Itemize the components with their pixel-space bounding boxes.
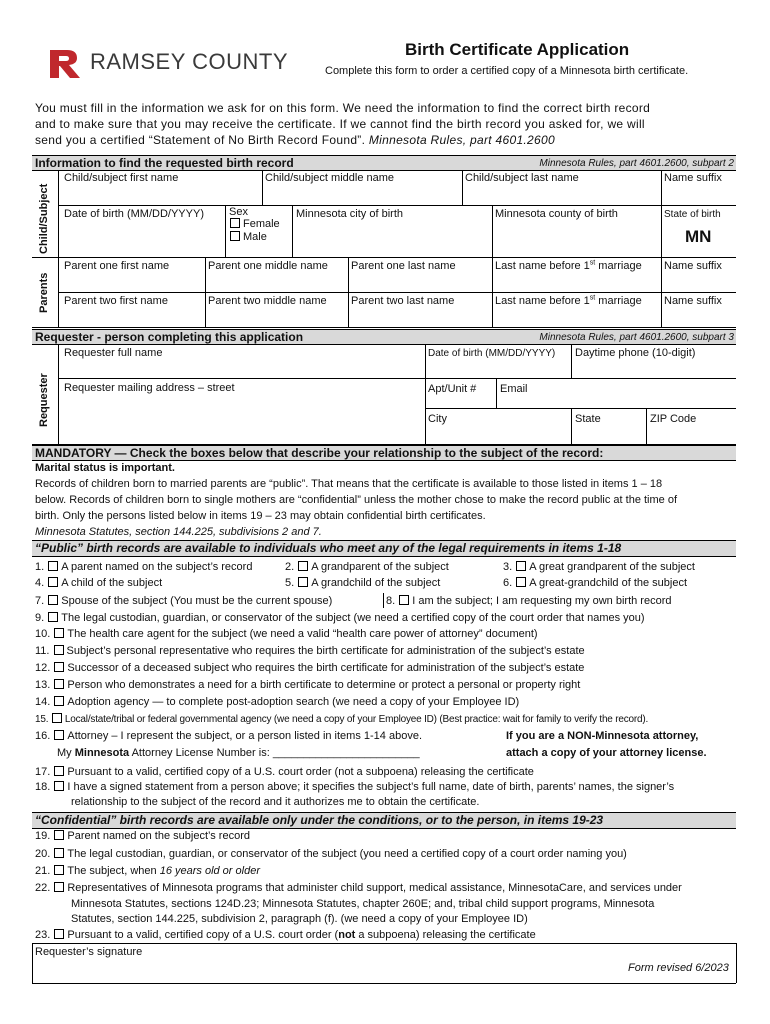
requester-signature-field[interactable]: Requester’s signature [35, 946, 143, 958]
parent1-last-name-field[interactable]: Parent one last name [351, 260, 456, 272]
requester-zip-field[interactable]: ZIP Code [650, 413, 697, 425]
child-first-name-field[interactable]: Child/subject first name [64, 172, 179, 184]
public-item-9[interactable]: 9. The legal custodian, guardian, or conservator of the subject (we need a certified copy of the court order that names you) [35, 612, 645, 624]
parent2-middle-name-field[interactable]: Parent two middle name [208, 295, 327, 307]
public-item-15[interactable]: 15. Local/state/tribal or federal governmental agency (we need a copy of your Employee ID) (Best practice: wait for family to verify the record). [35, 714, 649, 725]
city-of-birth-field[interactable]: Minnesota city of birth [296, 208, 403, 220]
parent2-name-suffix-field[interactable]: Name suffix [664, 295, 722, 307]
child-last-name-field[interactable]: Child/subject last name [465, 172, 579, 184]
public-item-2[interactable]: 2. A grandparent of the subject [285, 561, 449, 573]
confidential-records-header: “Confidential” birth records are available only under the conditions, or to the person, in items 19-23 [32, 812, 736, 829]
public-item-1[interactable]: 1. A parent named on the subject’s record [35, 561, 253, 573]
public-item-17[interactable]: 17. Pursuant to a valid, certified copy of a U.S. court order (not a subpoena) releasing the certificate [35, 766, 534, 778]
public-item-10[interactable]: 10. The health care agent for the subject (we need a valid “health care power of attorney” document) [35, 628, 538, 640]
confidential-item-23[interactable]: 23. Pursuant to a valid, certified copy of a U.S. court order (not a subpoena) releasing the certificate [35, 929, 536, 941]
checkbox[interactable] [54, 781, 64, 791]
confidential-item-22[interactable]: 22. Representatives of Minnesota programs that administer child support, medical assistance, MinnesotaCare, and services under [35, 882, 682, 894]
side-label-child: Child/Subject [38, 183, 50, 254]
public-item-18-continued: relationship to the subject of the record and it authorizes me to obtain the certificate. [71, 796, 480, 808]
public-item-12[interactable]: 12. Successor of a deceased subject who requires the birth certificate for administration of the subject’s estate [35, 662, 585, 674]
confidential-item-21[interactable]: 21. The subject, when 16 years old or older [35, 865, 260, 877]
checkbox[interactable] [54, 696, 64, 706]
section-requester-header: Requester - person completing this application Minnesota Rules, part 4601.2600, subpart 3 [32, 329, 736, 345]
public-item-13[interactable]: 13. Person who demonstrates a need for a birth certificate to determine or protect a personal or property right [35, 679, 581, 691]
checkbox[interactable] [54, 645, 64, 655]
checkbox[interactable] [230, 231, 240, 241]
checkbox[interactable] [48, 595, 58, 605]
checkbox[interactable] [48, 577, 58, 587]
mandatory-citation: Minnesota Statutes, section 144.225, subdivisions 2 and 7. [35, 526, 322, 538]
sex-label: Sex [229, 206, 248, 218]
state-of-birth-value: MN [685, 227, 712, 246]
child-middle-name-field[interactable]: Child/subject middle name [265, 172, 395, 184]
checkbox[interactable] [54, 628, 64, 638]
checkbox[interactable] [230, 218, 240, 228]
form-revised-date: Form revised 6/2023 [628, 962, 729, 974]
checkbox[interactable] [298, 561, 308, 571]
mandatory-paragraph-2: below. Records of children born to single mothers are “confidential” unless the mother chose to make the record public at the time of [35, 494, 678, 506]
checkbox[interactable] [516, 577, 526, 587]
sex-female-option[interactable]: Female [229, 218, 280, 231]
requester-phone-field[interactable]: Daytime phone (10-digit) [575, 347, 696, 359]
mandatory-header: MANDATORY — Check the boxes below that describe your relationship to the subject of the record: [32, 445, 736, 461]
requester-apt-field[interactable]: Apt/Unit # [428, 383, 477, 395]
child-dob-field[interactable]: Date of birth (MM/DD/YYYY) [64, 208, 204, 220]
public-item-8[interactable]: 8. I am the subject; I am requesting my own birth record [386, 595, 672, 607]
public-item-18[interactable]: 18. I have a signed statement from a person above; it specifies the subject’s full name, date of birth, parents’ names, the signer’s [35, 781, 675, 793]
parent2-maiden-name-field[interactable]: Last name before 1st marriage [495, 294, 642, 307]
public-item-11[interactable]: 11. Subject’s personal representative who requires the birth certificate for administration of the subject’s estate [35, 645, 585, 657]
logo-text: RAMSEY COUNTY [90, 49, 289, 74]
checkbox[interactable] [54, 865, 64, 875]
ramsey-county-logo-mark [50, 50, 80, 78]
public-item-5[interactable]: 5. A grandchild of the subject [285, 577, 441, 589]
county-of-birth-field[interactable]: Minnesota county of birth [495, 208, 618, 220]
checkbox[interactable] [54, 730, 64, 740]
confidential-item-22-line-3: Statutes, section 144.225, subdivision 2, paragraph (f). (we need a copy of your Employee ID) [71, 913, 528, 925]
attorney-note-line-1: If you are a NON-Minnesota attorney, [506, 730, 699, 742]
checkbox[interactable] [54, 848, 64, 858]
public-item-14[interactable]: 14. Adoption agency — to complete post-adoption search (we need a copy of your Employee ID) [35, 696, 520, 708]
checkbox[interactable] [399, 595, 409, 605]
checkbox[interactable] [54, 766, 64, 776]
requester-city-field[interactable]: City [428, 413, 447, 425]
parent2-last-name-field[interactable]: Parent two last name [351, 295, 455, 307]
section-child-header: Information to find the requested birth record Minnesota Rules, part 4601.2600, subpart 2 [32, 155, 736, 171]
checkbox[interactable] [54, 929, 64, 939]
public-item-6[interactable]: 6. A great-grandchild of the subject [503, 577, 688, 589]
public-item-4[interactable]: 4. A child of the subject [35, 577, 163, 589]
child-name-suffix-field[interactable]: Name suffix [664, 172, 722, 184]
confidential-item-22-line-2: Minnesota Statutes, sections 124D.23; Minnesota Statutes, chapter 260E; and, tribal child support programs, Minnesota [71, 898, 655, 910]
checkbox[interactable] [298, 577, 308, 587]
confidential-item-19[interactable]: 19. Parent named on the subject’s record [35, 830, 250, 842]
parent1-name-suffix-field[interactable]: Name suffix [664, 260, 722, 272]
requester-state-field[interactable]: State [575, 413, 601, 425]
page-subtitle: Complete this form to order a certified copy of a Minnesota birth certificate. [325, 65, 689, 77]
checkbox[interactable] [54, 679, 64, 689]
checkbox[interactable] [54, 882, 64, 892]
mandatory-paragraph-1: Records of children born to married parents are “public”. That means that the certificate is available to those listed in items 1 – 18 [35, 478, 663, 490]
page-title: Birth Certificate Application [405, 40, 630, 59]
checkbox[interactable] [54, 830, 64, 840]
public-records-header: “Public” birth records are available to individuals who meet any of the legal requirements in items 1-18 [32, 540, 736, 557]
side-label-parents: Parents [38, 272, 50, 313]
checkbox[interactable] [48, 561, 58, 571]
sex-male-option[interactable]: Male [229, 231, 267, 244]
parent1-maiden-name-field[interactable]: Last name before 1st marriage [495, 259, 642, 272]
parent2-first-name-field[interactable]: Parent two first name [64, 295, 168, 307]
checkbox[interactable] [48, 612, 58, 622]
checkbox[interactable] [516, 561, 526, 571]
public-item-7[interactable]: 7. Spouse of the subject (You must be the current spouse) [35, 595, 333, 607]
attorney-license-field[interactable]: My Minnesota Attorney License Number is: ________________________ [57, 747, 420, 759]
side-label-requester: Requester [38, 373, 50, 427]
parent1-middle-name-field[interactable]: Parent one middle name [208, 260, 328, 272]
requester-address-field[interactable]: Requester mailing address – street [64, 382, 235, 394]
parent1-first-name-field[interactable]: Parent one first name [64, 260, 170, 272]
state-of-birth-label: State of birth [664, 209, 721, 220]
attorney-note-line-2: attach a copy of your attorney license. [506, 747, 707, 759]
mandatory-paragraph-3: birth. Only the persons listed below in items 19 – 23 may obtain confidential birth certificates. [35, 510, 486, 522]
requester-full-name-field[interactable]: Requester full name [64, 347, 163, 359]
public-item-3[interactable]: 3. A great grandparent of the subject [503, 561, 695, 573]
confidential-item-20[interactable]: 20. The legal custodian, guardian, or conservator of the subject (you need a certified copy of a court order naming you) [35, 848, 627, 860]
requester-email-field[interactable]: Email [500, 383, 528, 395]
checkbox[interactable] [52, 713, 62, 723]
intro-text: You must fill in the information we ask for on this form. We need the information to find the correct birth record and to make sure that you may receive the certificate. If we cannot find the birth record you asked for, we will send you a certified “Statement of No Birth Record Found”. Minnesota Rules, part 4601.2600 [35, 101, 651, 147]
public-item-16[interactable]: 16. Attorney – I represent the subject, or a person listed in items 1-14 above. [35, 730, 422, 742]
checkbox[interactable] [54, 662, 64, 672]
requester-dob-field[interactable]: Date of birth (MM/DD/YYYY) [428, 348, 556, 359]
marital-status-note: Marital status is important. [35, 462, 175, 474]
